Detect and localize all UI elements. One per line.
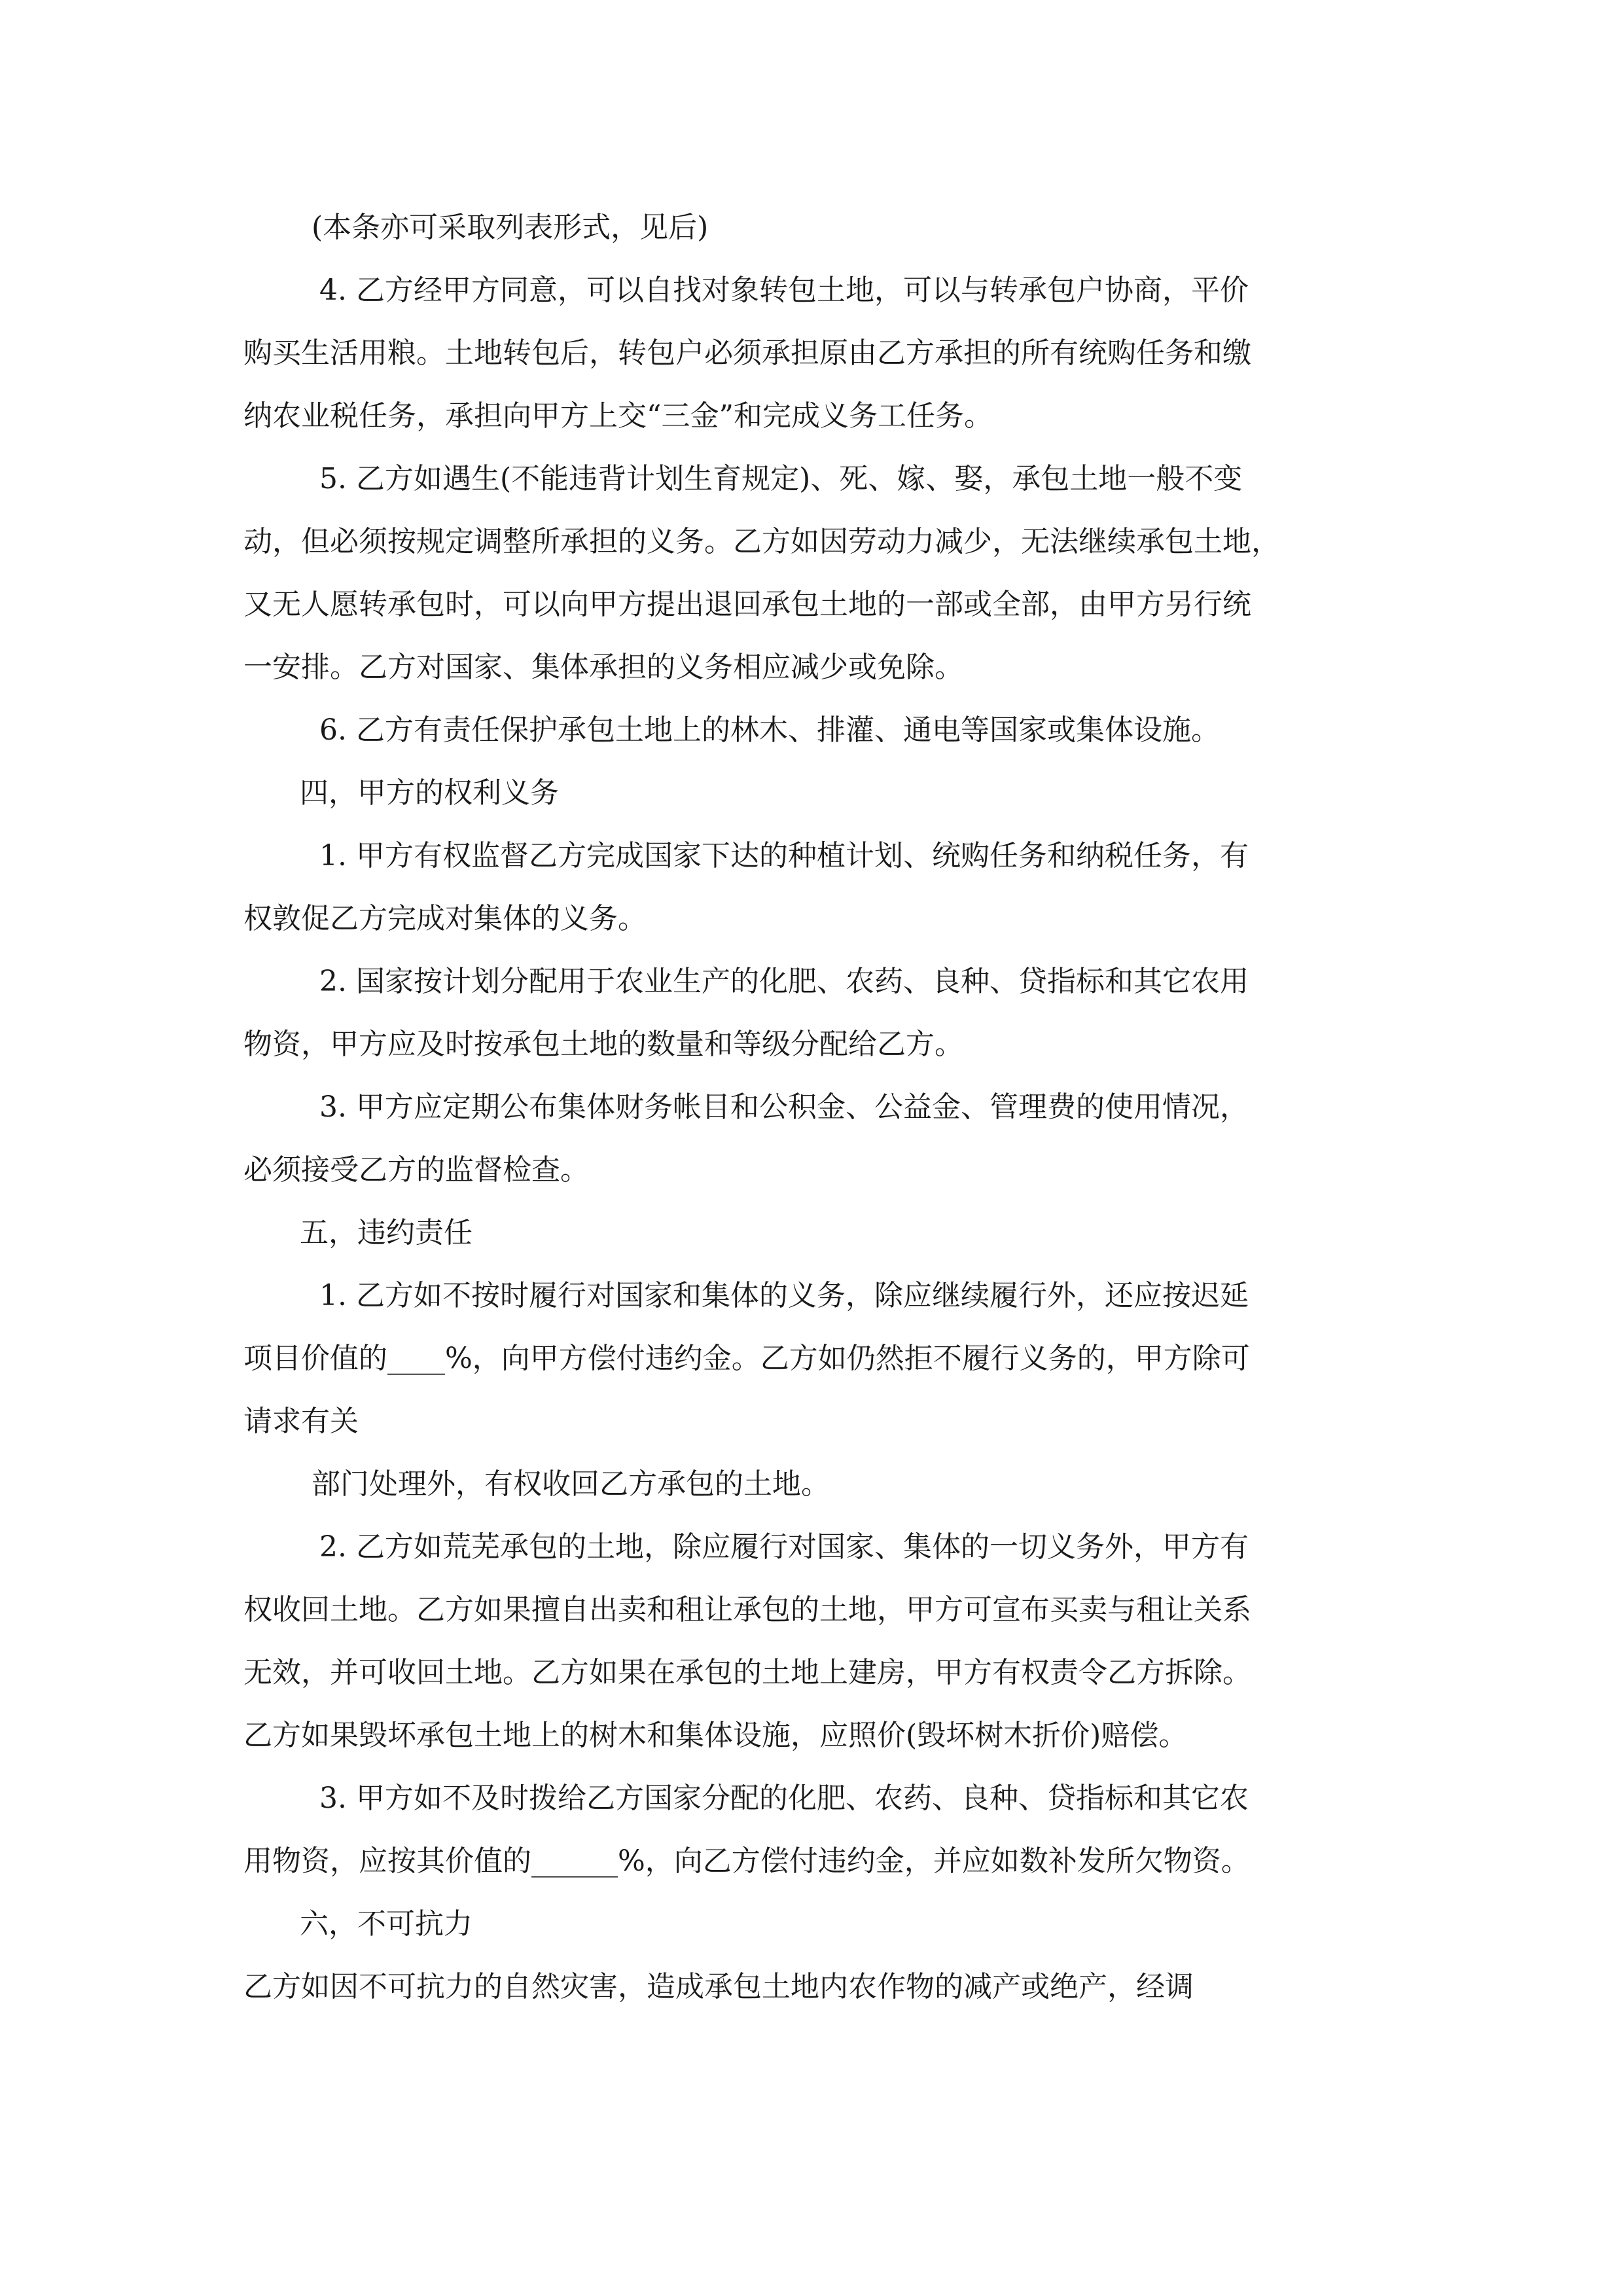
text-line: 购买生活用粮。土地转包后，转包户必须承担原由乙方承担的所有统购任务和缴 <box>243 336 1251 370</box>
text-line: 3. 甲方应定期公布集体财务帐目和公积金、公益金、管理费的使用情况， <box>319 1090 1249 1124</box>
text-line: 纳农业税任务，承担向甲方上交“三金”和完成义务工任务。 <box>243 399 993 433</box>
text-line: (本条亦可采取列表形式，见后) <box>312 211 709 244</box>
text-line: 又无人愿转承包时，可以向甲方提出退回承包土地的一部或全部，由甲方另行统 <box>243 588 1251 621</box>
text-line: 5. 乙方如遇生(不能违背计划生育规定)、死、嫁、娶，承包土地一般不变 <box>319 462 1243 495</box>
text-line: 4. 乙方经甲方同意，可以自找对象转包土地，可以与转承包户协商，平价 <box>319 274 1249 307</box>
text-line: 必须接受乙方的监督检查。 <box>243 1153 589 1187</box>
text-line: 物资，甲方应及时按承包土地的数量和等级分配给乙方。 <box>243 1028 963 1061</box>
text-line: 权收回土地。乙方如果擅自出卖和租让承包的土地，甲方可宣布买卖与租让关系 <box>243 1593 1251 1626</box>
text-line: 6. 乙方有责任保护承包土地上的林木、排灌、通电等国家或集体设施。 <box>319 713 1220 747</box>
text-line: 2. 国家按计划分配用于农业生产的化肥、农药、良种、贷指标和其它农用 <box>319 965 1249 998</box>
text-line: 无效，并可收回土地。乙方如果在承包的土地上建房，甲方有权责令乙方拆除。 <box>243 1656 1251 1689</box>
text-line: 权敦促乙方完成对集体的义务。 <box>243 902 647 935</box>
text-line: 乙方如果毁坏承包土地上的树木和集体设施，应照价(毁坏树木折价)赔偿。 <box>243 1719 1188 1752</box>
section-heading: 六，不可抗力 <box>300 1907 473 1941</box>
text-line: 3. 甲方如不及时拨给乙方国家分配的化肥、农药、良种、贷指标和其它农 <box>319 1782 1249 1815</box>
text-line: 部门处理外，有权收回乙方承包的土地。 <box>312 1467 830 1501</box>
text-line: 用物资，应按其价值的______%，向乙方偿付违约金，并应如数补发所欠物资。 <box>243 1844 1250 1878</box>
text-line: 1. 甲方有权监督乙方完成国家下达的种植计划、统购任务和纳税任务，有 <box>319 839 1249 872</box>
section-heading: 四，甲方的权利义务 <box>300 776 559 810</box>
text-line: 2. 乙方如荒芜承包的土地，除应履行对国家、集体的一切义务外，甲方有 <box>319 1530 1249 1564</box>
text-line: 动，但必须按规定调整所承担的义务。乙方如因劳动力减少，无法继续承包土地， <box>243 525 1280 558</box>
section-heading: 五，违约责任 <box>300 1216 473 1249</box>
text-line: 1. 乙方如不按时履行对国家和集体的义务，除应继续履行外，还应按迟延 <box>319 1279 1249 1312</box>
text-line: 项目价值的____%，向甲方偿付违约金。乙方如仍然拒不履行义务的，甲方除可 <box>243 1342 1250 1375</box>
text-line: 乙方如因不可抗力的自然灾害，造成承包土地内农作物的减产或绝产，经调 <box>243 1970 1194 2003</box>
text-line: 一安排。乙方对国家、集体承担的义务相应减少或免除。 <box>243 651 963 684</box>
text-line: 请求有关 <box>243 1405 359 1438</box>
